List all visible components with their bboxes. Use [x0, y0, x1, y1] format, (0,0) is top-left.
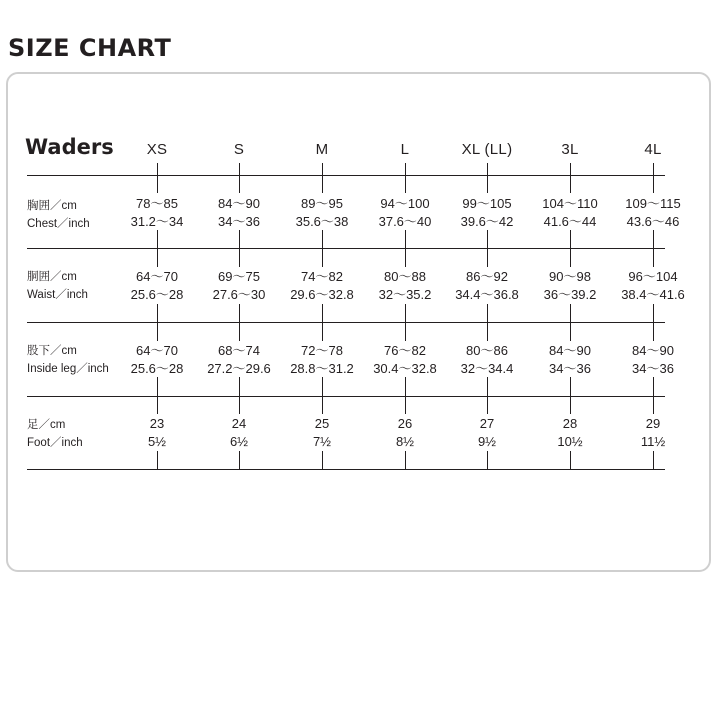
cell-inch: 32～35.2 [378, 287, 432, 302]
column-tick [239, 230, 240, 267]
row-label-imperial: Chest／inch [27, 218, 90, 230]
cell-cm: 86～92 [466, 269, 508, 284]
cell-inch: 8½ [395, 434, 415, 449]
foot-cell-m [280, 415, 364, 451]
cell-cm: 78～85 [136, 196, 178, 211]
product-name: Waders [25, 135, 114, 159]
column-tick [322, 230, 323, 267]
cell-inch: 27.2～29.6 [207, 361, 271, 376]
cell-cm: 104～110 [542, 196, 598, 211]
column-tick [570, 377, 571, 414]
column-tick [653, 451, 654, 469]
chest-cell-s [197, 195, 281, 231]
column-tick [653, 304, 654, 341]
cell-inch: 43.6～46 [626, 214, 680, 229]
cell-inch: 36～39.2 [543, 287, 597, 302]
column-tick [487, 451, 488, 469]
cell-cm: 74～82 [301, 269, 343, 284]
waist-cell-xs [115, 268, 199, 304]
waist-cell-xl [445, 268, 529, 304]
cell-inch: 5½ [147, 434, 167, 449]
column-tick [157, 451, 158, 469]
cell-inch: 28.8～31.2 [290, 361, 354, 376]
cell-inch: 41.6～44 [543, 214, 597, 229]
size-header-xl: XL (LL) [461, 141, 513, 158]
cell-cm: 80～86 [466, 343, 508, 358]
column-tick [405, 304, 406, 341]
cell-cm: 26 [397, 416, 413, 431]
row-label-imperial: Foot／inch [27, 437, 83, 449]
column-tick [570, 163, 571, 193]
column-tick [405, 451, 406, 469]
column-tick [405, 377, 406, 414]
column-tick [487, 377, 488, 414]
size-header-4l: 4L [644, 141, 662, 158]
column-tick [570, 451, 571, 469]
chest-cell-xs [115, 195, 199, 231]
row-divider [27, 469, 665, 470]
cell-cm: 99～105 [462, 196, 512, 211]
cell-inch: 32～34.4 [460, 361, 514, 376]
column-tick [405, 163, 406, 193]
column-tick [487, 163, 488, 193]
cell-cm: 29 [645, 416, 661, 431]
foot-cell-l [363, 415, 447, 451]
cell-cm: 84～90 [632, 343, 674, 358]
chest-cell-l [363, 195, 447, 231]
size-header-m: M [315, 141, 329, 158]
cell-inch: 34.4～36.8 [455, 287, 519, 302]
page-title: SIZE CHART [8, 34, 172, 62]
column-tick [653, 163, 654, 193]
inside-leg-cell-xs [115, 342, 199, 378]
cell-cm: 72～78 [301, 343, 343, 358]
row-label-chest [27, 197, 90, 233]
inside-leg-cell-3l [528, 342, 612, 378]
chest-cell-xl [445, 195, 529, 231]
column-tick [239, 451, 240, 469]
column-tick [157, 163, 158, 193]
cell-cm: 109～115 [625, 196, 681, 211]
waist-cell-m [280, 268, 364, 304]
column-tick [653, 230, 654, 267]
foot-cell-xl [445, 415, 529, 451]
inside-leg-cell-xl [445, 342, 529, 378]
column-tick [239, 163, 240, 193]
column-tick [239, 304, 240, 341]
cell-cm: 23 [149, 416, 165, 431]
column-tick [157, 377, 158, 414]
cell-cm: 27 [479, 416, 495, 431]
cell-cm: 90～98 [549, 269, 591, 284]
column-tick [322, 451, 323, 469]
cell-cm: 64～70 [136, 343, 178, 358]
foot-cell-xs [115, 415, 199, 451]
cell-inch: 11½ [640, 434, 666, 449]
cell-inch: 25.6～28 [130, 361, 184, 376]
waist-cell-l [363, 268, 447, 304]
row-label-imperial: Inside leg／inch [27, 363, 109, 375]
cell-cm: 94～100 [380, 196, 430, 211]
chest-cell-4l [611, 195, 695, 231]
foot-cell-s [197, 415, 281, 451]
column-tick [487, 304, 488, 341]
row-label-metric: 股下／cm [27, 345, 77, 357]
cell-cm: 69～75 [218, 269, 260, 284]
cell-inch: 39.6～42 [460, 214, 514, 229]
cell-inch: 29.6～32.8 [290, 287, 354, 302]
cell-inch: 35.6～38 [295, 214, 349, 229]
cell-cm: 96～104 [628, 269, 678, 284]
foot-cell-4l [611, 415, 695, 451]
size-header-s: S [233, 141, 245, 158]
cell-inch: 10½ [557, 434, 583, 449]
inside-leg-cell-s [197, 342, 281, 378]
column-tick [570, 304, 571, 341]
column-tick [239, 377, 240, 414]
cell-cm: 84～90 [549, 343, 591, 358]
inside-leg-cell-l [363, 342, 447, 378]
row-label-waist [27, 268, 88, 304]
column-tick [653, 377, 654, 414]
cell-inch: 27.6～30 [212, 287, 266, 302]
column-tick [322, 377, 323, 414]
column-tick [157, 230, 158, 267]
cell-inch: 25.6～28 [130, 287, 184, 302]
cell-inch: 38.4～41.6 [621, 287, 685, 302]
cell-cm: 84～90 [218, 196, 260, 211]
cell-inch: 34～36 [218, 214, 260, 229]
cell-inch: 34～36 [549, 361, 591, 376]
size-header-3l: 3L [561, 141, 579, 158]
foot-cell-3l [528, 415, 612, 451]
cell-cm: 28 [562, 416, 578, 431]
cell-cm: 24 [231, 416, 247, 431]
cell-cm: 68～74 [218, 343, 260, 358]
cell-inch: 37.6～40 [378, 214, 432, 229]
waist-cell-s [197, 268, 281, 304]
waist-cell-4l [611, 268, 695, 304]
size-header-l: L [400, 141, 410, 158]
column-tick [570, 230, 571, 267]
cell-inch: 31.2～34 [130, 214, 184, 229]
row-label-metric: 足／cm [27, 419, 66, 431]
row-label-metric: 胴囲／cm [27, 271, 77, 283]
chest-cell-m [280, 195, 364, 231]
cell-cm: 80～88 [384, 269, 426, 284]
column-tick [487, 230, 488, 267]
row-label-imperial: Waist／inch [27, 289, 88, 301]
column-tick [322, 304, 323, 341]
cell-inch: 30.4～32.8 [373, 361, 437, 376]
cell-cm: 64～70 [136, 269, 178, 284]
cell-cm: 76～82 [384, 343, 426, 358]
size-header-xs: XS [146, 141, 168, 158]
column-tick [322, 163, 323, 193]
row-label-metric: 胸囲／cm [27, 200, 77, 212]
row-label-foot [27, 416, 83, 452]
cell-inch: 34～36 [632, 361, 674, 376]
cell-inch: 6½ [229, 434, 249, 449]
cell-cm: 25 [314, 416, 330, 431]
chest-cell-3l [528, 195, 612, 231]
cell-cm: 89～95 [301, 196, 343, 211]
column-tick [405, 230, 406, 267]
column-tick [157, 304, 158, 341]
cell-inch: 9½ [477, 434, 497, 449]
row-label-inside-leg [27, 342, 109, 378]
waist-cell-3l [528, 268, 612, 304]
inside-leg-cell-4l [611, 342, 695, 378]
cell-inch: 7½ [312, 434, 332, 449]
inside-leg-cell-m [280, 342, 364, 378]
